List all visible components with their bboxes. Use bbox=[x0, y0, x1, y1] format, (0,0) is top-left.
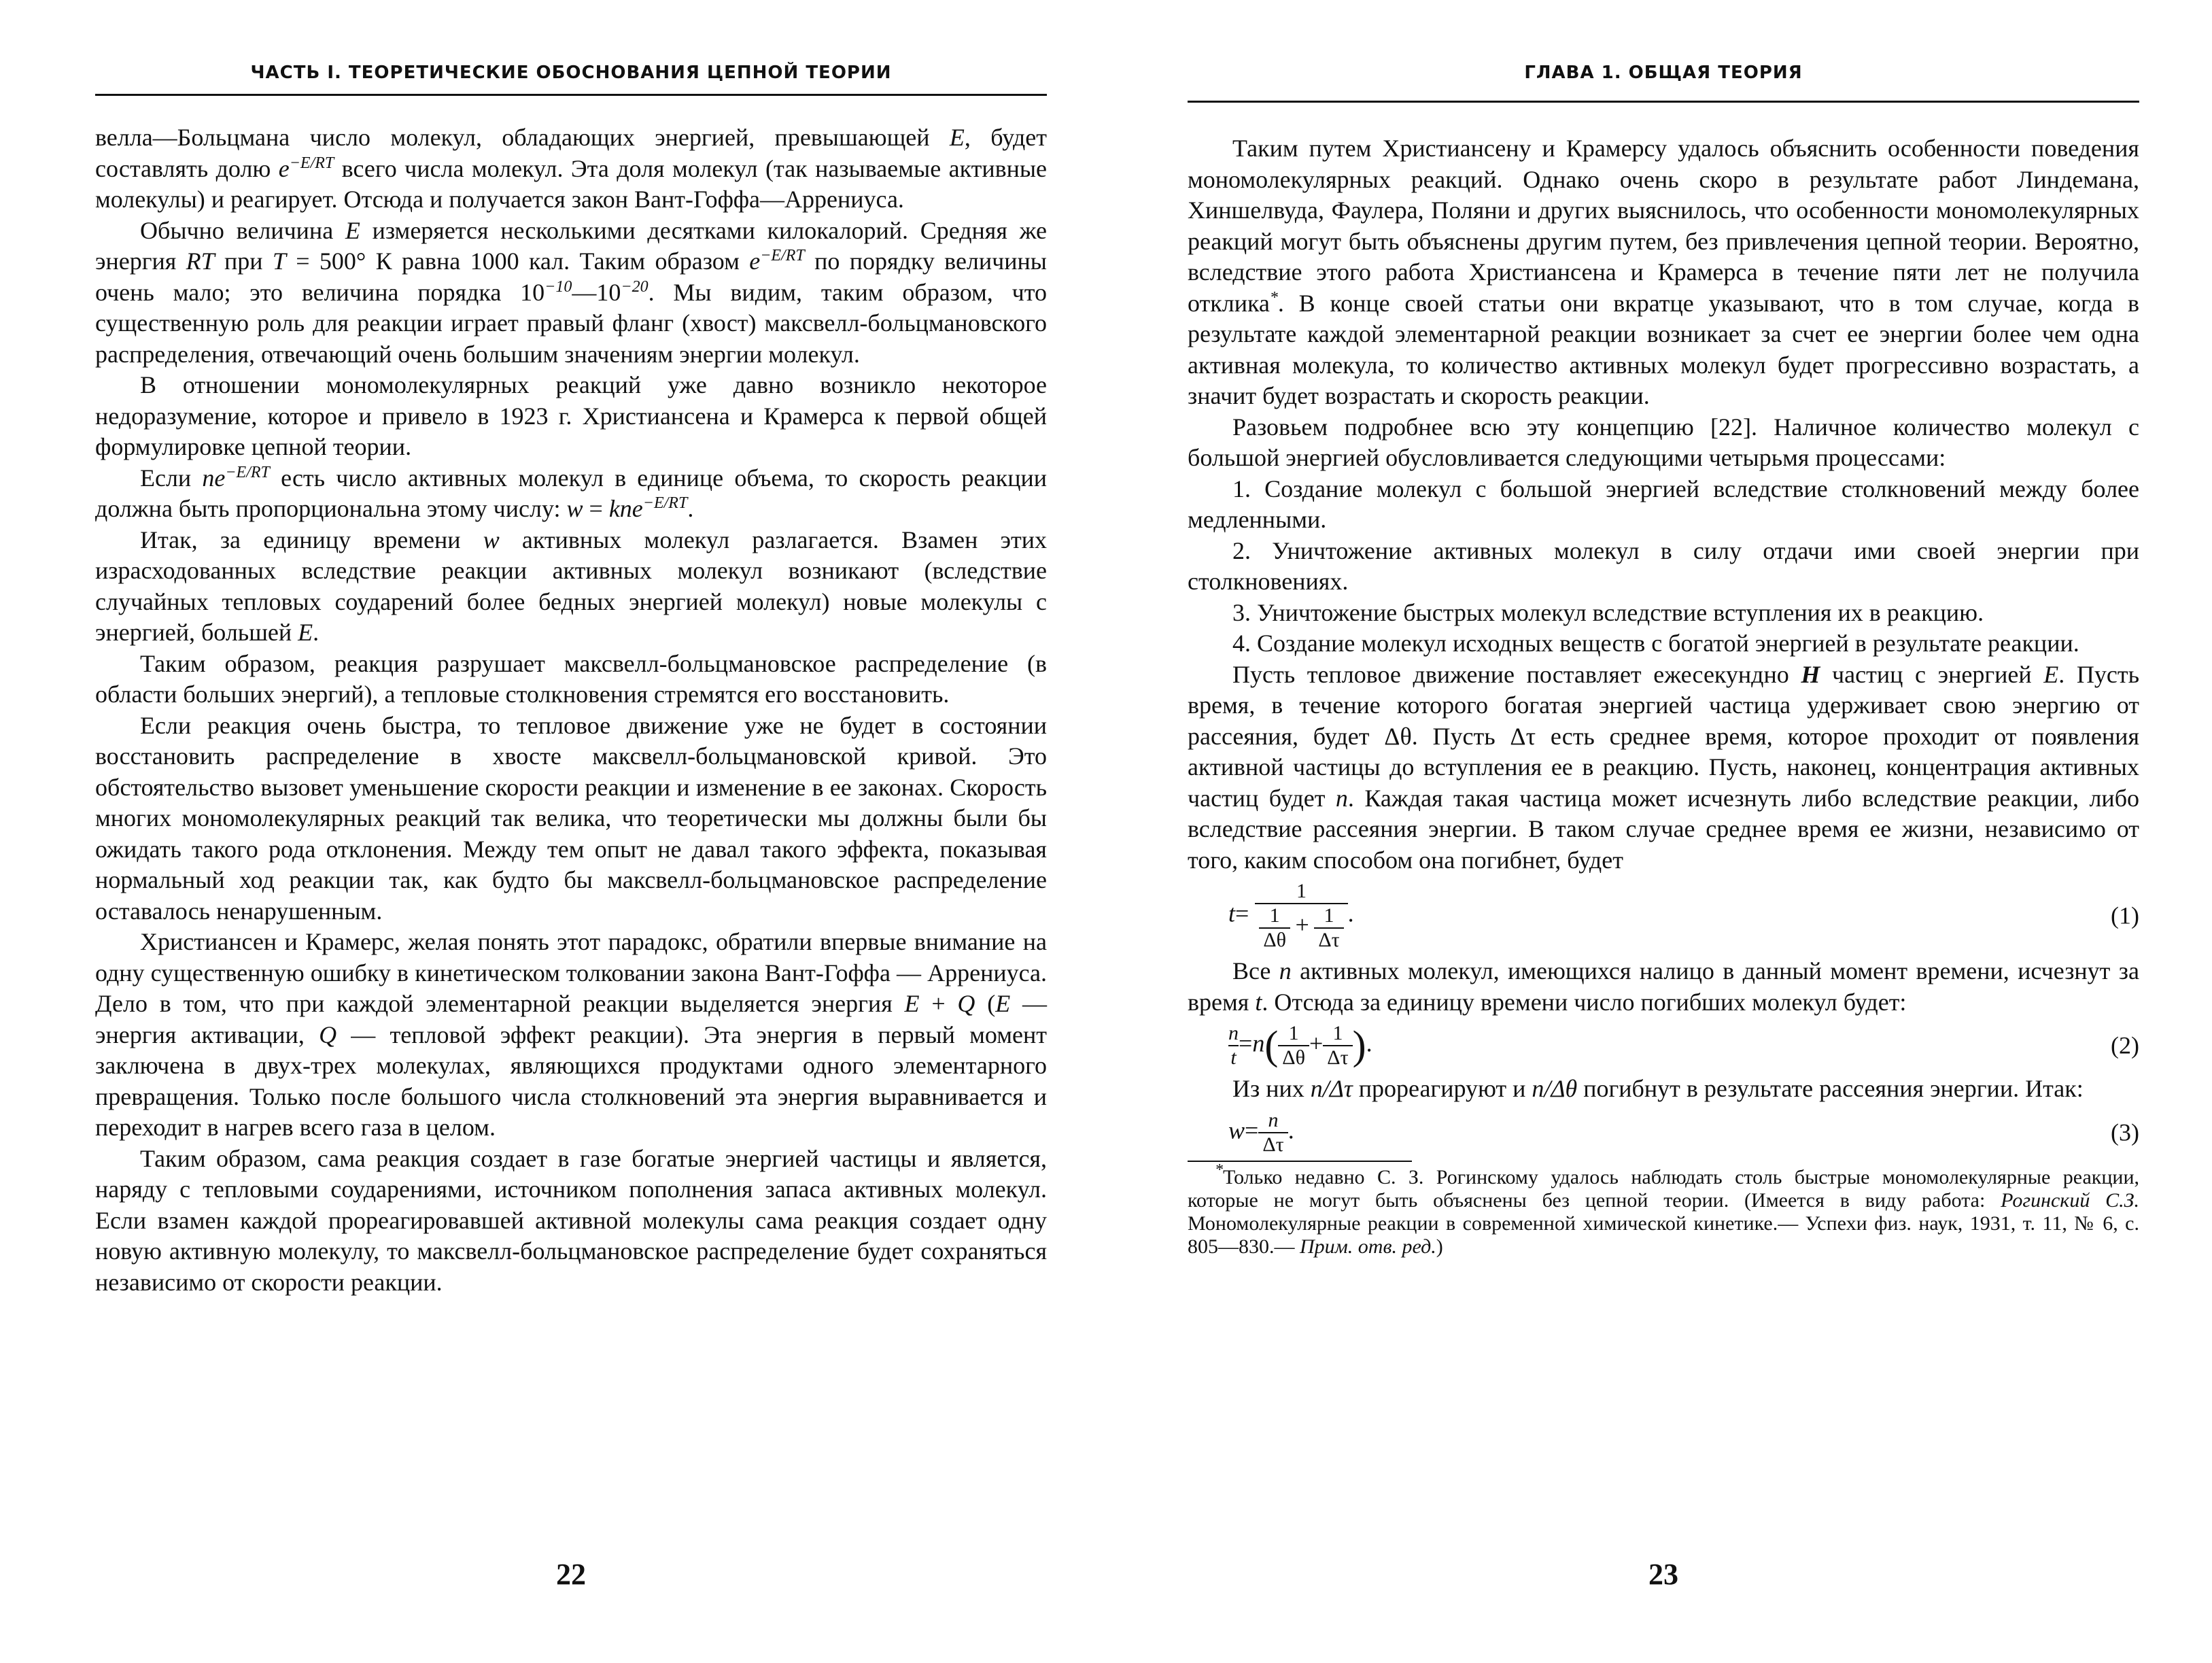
text: по порядку величины очень мало; это величина порядка bbox=[95, 247, 1047, 306]
text: активных молекул, имеющихся налицо в данный момент времени, исчезнут за время bbox=[1188, 957, 2139, 1016]
denominator: Δθ bbox=[1259, 927, 1290, 952]
plus-sign: + bbox=[919, 990, 958, 1017]
var-H: H bbox=[1801, 660, 1820, 688]
var-t: t bbox=[1255, 988, 1262, 1016]
power-base: 10 bbox=[520, 278, 545, 306]
numerator: 1 bbox=[1269, 904, 1280, 927]
left-paragraph-8 bbox=[95, 927, 1047, 1144]
text: погибнут в результате рассеяния энергии. Итак: bbox=[1577, 1075, 2084, 1102]
list-item-2: 2. Уничтожение активных молекул в силу отдачи ими своей энергии при столкновениях. bbox=[1188, 536, 2139, 595]
denominator: Δθ bbox=[1278, 1045, 1309, 1069]
text: , будет составлять долю bbox=[95, 124, 1047, 182]
eq2-number: (2) bbox=[2111, 1031, 2139, 1059]
right-paragraph-4 bbox=[1188, 956, 2139, 1018]
plus-sign: + bbox=[1309, 1029, 1324, 1057]
text: = bbox=[583, 495, 609, 522]
denominator: t bbox=[1228, 1045, 1239, 1069]
right-paragraph-5 bbox=[1188, 1074, 2139, 1105]
text: Пусть тепловое движение поставляет ежесекундно bbox=[1232, 660, 1801, 688]
list-item-4: 4. Создание молекул исходных веществ с богатой энергией в результате реакции. bbox=[1232, 630, 2079, 657]
denominator: Δτ bbox=[1323, 1045, 1352, 1069]
period: . bbox=[1288, 1116, 1294, 1144]
var-E: E bbox=[345, 216, 360, 244]
left-page-number: 22 bbox=[556, 1558, 586, 1591]
exp-superscript: −E/RT bbox=[225, 463, 270, 481]
right-page-number: 23 bbox=[1648, 1558, 1678, 1591]
numerator: n bbox=[1228, 1022, 1239, 1044]
denominator: Δτ bbox=[1314, 927, 1343, 952]
text: — тепловой эффект реакции). Эта энергия в первый момент заключена в двух-трех молекулах, являющихся продуктами одного элементарного превращения. Только после большого числа столкновений эта энергия выравнивается и переходит в нагрев всего газа в целом. bbox=[95, 1021, 1047, 1141]
text: . bbox=[313, 619, 319, 646]
text: . В конце своей статьи они вкратце указывают, что в том случае, когда в результате каждой элементарной реакции возникает за счет ее энергии более чем одна активная молекула, то количество активных молекул будет прогрессивно возрастать, а значит будет возрастать и скорость реакции. bbox=[1188, 289, 2139, 409]
equation-2 bbox=[1188, 1022, 2139, 1069]
var-E: E bbox=[995, 990, 1011, 1017]
text: при bbox=[214, 247, 273, 275]
left-paragraph-1 bbox=[95, 122, 1047, 216]
period: . bbox=[1366, 1029, 1372, 1057]
text: ( bbox=[975, 990, 996, 1017]
numerator: 1 bbox=[1324, 904, 1334, 927]
var-T: T bbox=[272, 247, 286, 275]
var-kne: kne bbox=[608, 495, 643, 522]
footnote-marker: * bbox=[1215, 1161, 1223, 1179]
text: частиц с энергией bbox=[1820, 660, 2044, 688]
numerator: 1 bbox=[1332, 1022, 1343, 1044]
text: Итак, за единицу времени bbox=[140, 526, 483, 553]
exp-superscript: −E/RT bbox=[289, 154, 334, 172]
dash: — bbox=[572, 278, 597, 306]
delta-tau: Δτ bbox=[1510, 722, 1536, 750]
denominator: Δτ bbox=[1258, 1132, 1288, 1156]
text: = 500° К равна 1000 кал. Таким образом bbox=[286, 247, 750, 275]
editor-note: Прим. отв. ред. bbox=[1300, 1235, 1436, 1258]
var-E: E bbox=[2043, 660, 2059, 688]
eq2-fraction-1 bbox=[1278, 1022, 1309, 1069]
left-paragraph-6: Таким образом, реакция разрушает максвелл-больцмановское распределение (в области больших энергий), а тепловые столкновения стремятся его восстановить. bbox=[95, 649, 1047, 708]
var-Q: Q bbox=[957, 990, 975, 1017]
right-page bbox=[1106, 0, 2212, 1663]
left-body-text bbox=[95, 122, 1047, 1298]
right-paragraph-3 bbox=[1188, 659, 2139, 876]
right-running-header: ГЛАВА 1. ОБЩАЯ ТЕОРИЯ bbox=[1524, 63, 1803, 83]
eq3-number: (3) bbox=[2111, 1118, 2139, 1146]
var-n: n bbox=[1252, 1029, 1265, 1057]
footnote-marker: * bbox=[1269, 288, 1278, 307]
eq1-lhs: t bbox=[1228, 899, 1236, 927]
numerator: 1 bbox=[1288, 1022, 1299, 1044]
power-exponent: −10 bbox=[545, 277, 572, 296]
cited-author: Рогинский С.З. bbox=[2001, 1188, 2139, 1212]
exp-base: e bbox=[749, 247, 761, 275]
left-paragraph-7: Если реакция очень быстра, то тепловое движение уже не будет в состоянии восстановить распределение в хвосте максвелл-больцмановской кривой. Это обстоятельство вызовет уменьшение скорости реакции и изменение в ее законах. Скорость многих мономолекулярных реакций так велика, что теоретически мы должны были бы ожидать такого рода отклонения. Между тем опыт не давал такого эффекта, показывая нормальный ход реакции так, как будто бы максвелл-больцмановское распределение оставалось ненарушенным. bbox=[95, 711, 1047, 925]
text: велла—Больцмана число молекул, обладающих энергией, превышающей bbox=[95, 124, 950, 151]
equation-3 bbox=[1188, 1109, 2139, 1156]
text: — энергия активации, bbox=[95, 990, 1047, 1048]
text: активных молекул разлагается. Взамен этих израсходованных вследствие реакции активных молекул возникают (вследствие случайных тепловых соударений более бедных энергией молекул) новые молекулы с энергией, большей bbox=[95, 526, 1047, 646]
text: ) bbox=[1436, 1235, 1443, 1258]
list-item-3: 3. Уничтожение быстрых молекул вследствие вступления их в реакцию. bbox=[1232, 598, 1984, 626]
text: есть число активных молекул в единице объема, то скорость реакции должна быть пропорциональна этому числу: bbox=[95, 464, 1047, 522]
power-base: 10 bbox=[596, 278, 621, 306]
var-Q: Q bbox=[319, 1021, 337, 1048]
var-E: E bbox=[904, 990, 920, 1017]
var-E: E bbox=[949, 124, 965, 151]
list-item-1: 1. Создание молекул с большой энергией вследствие столкновений между более медленными. bbox=[1188, 475, 2139, 533]
equation-1 bbox=[1188, 880, 2139, 952]
text: Все bbox=[1232, 957, 1279, 984]
right-paragraph-2: Разовьем подробнее всю эту концепцию [22]. Наличное количество молекул с большой энергией обусловливается следующими четырьмя процессами: bbox=[1188, 413, 2139, 471]
text: Таким путем Христиансену и Крамерсу удалось объяснить особенности поведения мономолекулярных реакций. Однако очень скоро в результате работ Линдемана, Хиншелвуда, Фаулера, Поляни и других выяснилось, что особенности мономолекулярных реакций могут быть объяснены другим путем, без привлечения цепной теории. Вероятно, вследствие этого работа Христиансена и Крамерса в течение пяти лет не получила отклика bbox=[1188, 135, 2139, 317]
text: Христиансен и Крамерс, желая понять этот парадокс, обратили впервые внимание на одну существенную ошибку в кинетическом толковании закона Вант-Гоффа — Аррениуса. Дело в том, что при каждой элементарной реакции выделяется энергия bbox=[95, 928, 1047, 1017]
text: прореагируют и bbox=[1352, 1075, 1532, 1102]
text: . Мы видим, таким образом, что существенную роль для реакции играет правый фланг (хвост) максвелл-больцмановского распределения, отвечающий очень большим значениям энергии молекул. bbox=[95, 278, 1047, 368]
eq3-lhs: w bbox=[1228, 1116, 1245, 1144]
left-paragraph-2 bbox=[95, 216, 1047, 371]
right-header-rule bbox=[1188, 101, 2139, 103]
footnote bbox=[1188, 1161, 2139, 1258]
equals-sign: = bbox=[1239, 1029, 1253, 1057]
exp-base: e bbox=[278, 154, 290, 182]
left-running-header: ЧАСТЬ I. ТЕОРЕТИЧЕСКИЕ ОБОСНОВАНИЯ ЦЕПНОЙ ТЕОРИИ bbox=[250, 63, 892, 83]
var-w: w bbox=[566, 495, 583, 522]
text: Мономолекулярные реакции в современной химической кинетике.— Успехи физ. наук, 1931, т. 11, № 6, с. 805—830.— bbox=[1188, 1212, 2139, 1258]
eq2-fraction-2 bbox=[1323, 1022, 1352, 1069]
eq1-inner-fraction-2 bbox=[1314, 904, 1343, 952]
eq2-lhs-fraction bbox=[1228, 1022, 1239, 1069]
var-w: w bbox=[483, 526, 500, 553]
eq1-denominator bbox=[1255, 903, 1347, 952]
var-n: n bbox=[1335, 784, 1348, 812]
eq1-fraction bbox=[1255, 880, 1347, 952]
text: Если bbox=[140, 464, 203, 492]
text: Обычно величина bbox=[140, 216, 345, 244]
eq1-numerator: 1 bbox=[1296, 880, 1307, 902]
left-paragraph-3: В отношении мономолекулярных реакций уже давно возникло некоторое недоразумение, которое и привело в 1923 г. Христиансена и Крамерса к первой общей формулировке цепной теории. bbox=[95, 371, 1047, 460]
text: есть среднее время, которое проходит от появления активной частицы до вступления ее в реакцию. Пусть, наконец, концентрация активных частиц будет bbox=[1188, 722, 2139, 812]
var-RT: RT bbox=[186, 247, 215, 275]
eq1-number: (1) bbox=[2111, 902, 2139, 929]
ratio-n-dtheta: n/Δθ bbox=[1532, 1075, 1578, 1102]
exp-superscript: −E/RT bbox=[760, 247, 805, 264]
left-paragraph-4 bbox=[95, 463, 1047, 525]
var-n: n bbox=[1279, 957, 1292, 984]
period: . bbox=[1347, 899, 1354, 927]
exp-superscript: −E/RT bbox=[642, 494, 688, 512]
eq1-inner-fraction-1 bbox=[1259, 904, 1290, 952]
text: . bbox=[687, 495, 694, 522]
var-ne: ne bbox=[202, 464, 226, 492]
text: всего числа молекул. Эта доля молекул (так называемые активные молекулы) и реагирует. Отсюда и получается закон Вант-Гоффа—Аррениуса. bbox=[95, 154, 1048, 213]
text: . Каждая такая частица может исчезнуть либо вследствие реакции, либо вследствие рассеяния энергии. В таком случае среднее время ее жизни, независимо от того, каким способом она погибнет, будет bbox=[1188, 784, 2140, 874]
ratio-n-dtau: n/Δτ bbox=[1310, 1075, 1353, 1102]
text: . Пусть время, в течение которого богатая энергией частица удерживает свою энергию от рассеяния, будет bbox=[1188, 660, 2139, 750]
left-paragraph-9: Таким образом, сама реакция создает в газе богатые энергией частицы и является, наряду с тепловыми соударениями, источником пополнения запаса активных молекул. Если взамен каждой прореагировавшей активной молекулы сама реакция создает одну новую активную молекулу, то максвелл-больцмановское распределение будет сохраняться независимо от скорости реакции. bbox=[95, 1144, 1047, 1296]
left-header-rule bbox=[95, 94, 1047, 96]
equals-sign: = bbox=[1245, 1116, 1259, 1144]
right-body-text bbox=[1188, 133, 2139, 1258]
power-exponent: −20 bbox=[621, 277, 649, 296]
equals-sign: = bbox=[1235, 899, 1249, 927]
text: измеряется несколькими десятками килокалорий. Средняя же энергия bbox=[95, 216, 1047, 275]
plus-sign: + bbox=[1295, 910, 1309, 938]
eq3-fraction bbox=[1258, 1109, 1288, 1156]
text: . Пусть bbox=[1411, 722, 1510, 750]
text: Из них bbox=[1232, 1075, 1311, 1102]
numerator: n bbox=[1268, 1108, 1279, 1131]
left-paragraph-5 bbox=[95, 525, 1047, 649]
text: . Отсюда за единицу времени число погибших молекул будет: bbox=[1262, 988, 1907, 1016]
delta-theta: Δθ bbox=[1384, 722, 1412, 750]
right-paragraph-1 bbox=[1188, 133, 2139, 412]
var-E: E bbox=[298, 619, 313, 646]
text: Только недавно С. З. Рогинскому удалось наблюдать столь быстрые мономолекулярные реакции, которые не могут быть объяснены без цепной теории. (Имеется в виду работа: bbox=[1188, 1165, 2139, 1212]
left-paren: ( bbox=[1264, 1023, 1279, 1068]
right-paren: ) bbox=[1352, 1023, 1366, 1068]
